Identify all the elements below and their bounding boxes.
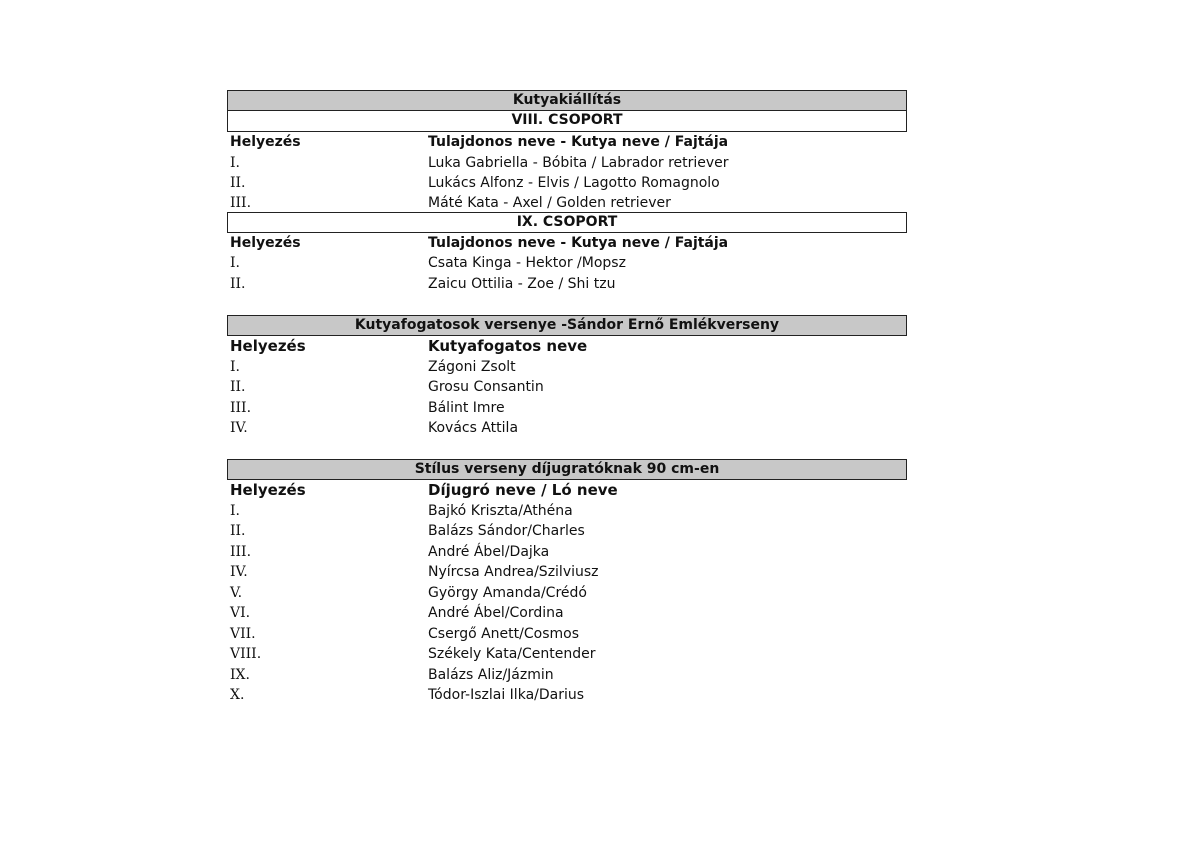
rank-cell: II. xyxy=(230,523,246,540)
rank-cell: IV. xyxy=(230,420,248,437)
rank-cell: I. xyxy=(230,502,240,519)
section-kutyafogatok xyxy=(227,315,907,439)
table-row xyxy=(227,542,907,563)
info-cell: Máté Kata - Axel / Golden retriever xyxy=(428,194,671,211)
table-row xyxy=(227,357,907,378)
rank-cell: V. xyxy=(230,584,243,601)
rank-cell: III. xyxy=(230,194,252,211)
info-cell: Balázs Aliz/Jázmin xyxy=(428,666,554,683)
table-row xyxy=(227,644,907,665)
info-cell: Luka Gabriella - Bóbita / Labrador retriever xyxy=(428,154,729,171)
rank-cell: II. xyxy=(230,275,246,292)
info-cell: André Ábel/Cordina xyxy=(428,605,564,622)
table-row xyxy=(227,501,907,522)
section-title-kutyafogatok: Kutyafogatosok versenye -Sándor Ernő Emlékverseny xyxy=(227,315,907,336)
info-cell: György Amanda/Crédó xyxy=(428,584,587,601)
rank-cell: VIII. xyxy=(230,646,262,663)
info-cell: Csergő Anett/Cosmos xyxy=(428,625,579,642)
info-cell: Bálint Imre xyxy=(428,399,505,416)
info-cell: André Ábel/Dajka xyxy=(428,543,550,560)
table-row xyxy=(227,418,907,439)
rank-cell: III. xyxy=(230,543,252,560)
table-row xyxy=(227,685,907,706)
rank-cell: II. xyxy=(230,379,246,396)
table-row xyxy=(227,521,907,542)
table-row xyxy=(227,194,907,212)
table-row xyxy=(227,562,907,583)
section-title-kutyakiallitas: Kutyakiállítás xyxy=(227,90,907,111)
table-header xyxy=(227,480,907,501)
rank-cell: VI. xyxy=(230,605,251,622)
header-info: Kutyafogatos neve xyxy=(428,337,588,356)
info-cell: Székely Kata/Centender xyxy=(428,646,596,663)
table-row xyxy=(227,253,907,274)
info-cell: Csata Kinga - Hektor /Mopsz xyxy=(428,255,626,272)
table-row xyxy=(227,274,907,295)
table-row xyxy=(227,377,907,398)
rank-cell: I. xyxy=(230,154,240,171)
info-cell: Balázs Sándor/Charles xyxy=(428,523,585,540)
rank-cell: IX. xyxy=(230,666,250,683)
info-cell: Tódor-Iszlai Ilka/Darius xyxy=(428,687,585,704)
rank-cell: X. xyxy=(230,687,245,704)
group-title-ix: IX. CSOPORT xyxy=(227,212,907,233)
rank-cell: I. xyxy=(230,358,240,375)
header-rank: Helyezés xyxy=(230,481,306,500)
section-title-stilus: Stílus verseny díjugratóknak 90 cm-en xyxy=(227,459,907,480)
info-cell: Zaicu Ottilia - Zoe / Shi tzu xyxy=(428,275,616,292)
rank-cell: IV. xyxy=(230,564,248,581)
header-rank: Helyezés xyxy=(230,134,301,151)
table-header xyxy=(227,336,907,357)
table-header xyxy=(227,233,907,254)
table-row xyxy=(227,398,907,419)
header-info: Tulajdonos neve - Kutya neve / Fajtája xyxy=(428,134,729,151)
table-row xyxy=(227,173,907,194)
table-row xyxy=(227,665,907,686)
header-info: Díjugró neve / Ló neve xyxy=(428,481,618,500)
info-cell: Zágoni Zsolt xyxy=(428,358,516,375)
rank-cell: I. xyxy=(230,255,240,272)
table-row xyxy=(227,153,907,174)
table-header xyxy=(227,132,907,153)
header-rank: Helyezés xyxy=(230,234,301,251)
header-rank: Helyezés xyxy=(230,337,306,356)
info-cell: Kovács Attila xyxy=(428,420,519,437)
table-row xyxy=(227,583,907,604)
section-stilus xyxy=(227,459,907,706)
info-cell: Lukács Alfonz - Elvis / Lagotto Romagnolo xyxy=(428,175,720,192)
rank-cell: II. xyxy=(230,175,246,192)
section-kutyakiallitas xyxy=(227,90,907,294)
table-row xyxy=(227,603,907,624)
info-cell: Nyírcsa Andrea/Szilviusz xyxy=(428,564,599,581)
table-row xyxy=(227,624,907,645)
rank-cell: VII. xyxy=(230,625,256,642)
rank-cell: III. xyxy=(230,399,252,416)
group-title-viii: VIII. CSOPORT xyxy=(227,111,907,132)
info-cell: Grosu Consantin xyxy=(428,379,544,396)
header-info: Tulajdonos neve - Kutya neve / Fajtája xyxy=(428,234,729,251)
info-cell: Bajkó Kriszta/Athéna xyxy=(428,502,573,519)
